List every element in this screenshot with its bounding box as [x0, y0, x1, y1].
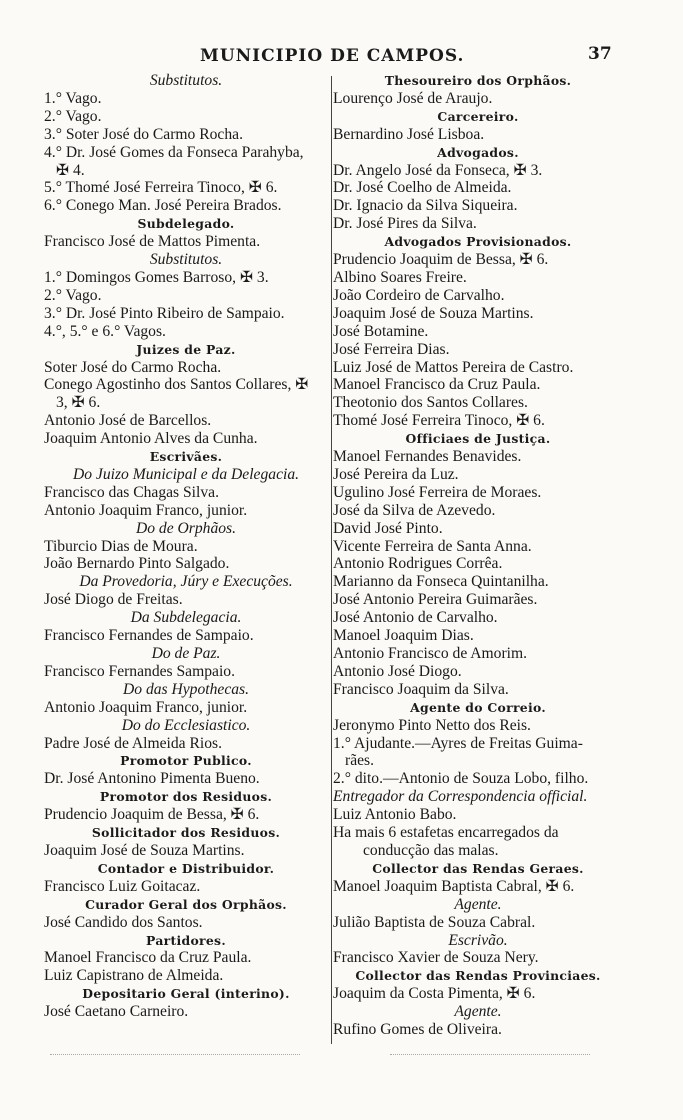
- entry-line: 1.° Domingos Gomes Barroso, ✠ 3.: [44, 268, 269, 286]
- entry-line: Joaquim Antonio Alves da Cunha.: [44, 430, 258, 448]
- section-heading: Collector das Rendas Provinciaes.: [355, 968, 601, 984]
- entry-line: José Ferreira Dias.: [333, 340, 450, 358]
- entry-line: 6.° Conego Man. José Pereira Brados.: [44, 197, 282, 215]
- page-header: [0, 42, 683, 72]
- entry-line: 3.° Dr. José Pinto Ribeiro de Sampaio.: [44, 304, 285, 322]
- subsection-heading: Escrivão.: [448, 931, 508, 949]
- entry-line: Tiburcio Dias de Moura.: [44, 537, 198, 555]
- column-divider: [331, 76, 332, 1044]
- entry-line: 2.° dito.—Antonio de Souza Lobo, filho.: [333, 770, 589, 788]
- section-heading: Advogados.: [437, 144, 519, 160]
- entry-line: José Pereira da Luz.: [333, 465, 459, 483]
- right-column: [333, 72, 623, 1039]
- subsection-heading: Da Provedoria, Júry e Execuções.: [79, 573, 293, 591]
- entry-line: Julião Baptista de Souza Cabral.: [333, 913, 536, 931]
- entry-line: Manoel Joaquim Baptista Cabral, ✠ 6.: [333, 877, 575, 895]
- entry-line: José da Silva de Azevedo.: [333, 501, 496, 519]
- entry-line: Ugulino José Ferreira de Moraes.: [333, 483, 542, 501]
- entry-line: Thomé José Ferreira Tinoco, ✠ 6.: [333, 412, 545, 430]
- section-heading: Advogados Provisionados.: [384, 234, 572, 250]
- entry-line: Soter José do Carmo Rocha.: [44, 358, 222, 376]
- entry-line: conducção das malas.: [363, 841, 499, 859]
- section-heading: Thesoureiro dos Orphãos.: [384, 73, 572, 88]
- entry-line: Francisco José de Mattos Pimenta.: [44, 233, 261, 251]
- entry-line: Albino Soares Freire.: [333, 268, 467, 286]
- entry-line: José Antonio Pereira Guimarães.: [333, 591, 538, 609]
- section-heading: Sollicitador dos Residuos.: [91, 825, 281, 841]
- entry-line: José Candido dos Santos.: [44, 913, 203, 931]
- entry-line: José Antonio de Carvalho.: [333, 609, 498, 627]
- entry-line: José Botamine.: [333, 322, 429, 340]
- entry-line: João Cordeiro de Carvalho.: [333, 286, 505, 304]
- entry-line: Antonio José Diogo.: [333, 662, 462, 680]
- entry-line: Dr. José Coelho de Almeida.: [333, 179, 512, 197]
- entry-line: 3.° Soter José do Carmo Rocha.: [44, 125, 243, 143]
- entry-line: Lourenço José de Araujo.: [333, 89, 493, 107]
- entry-line: Luiz José de Mattos Pereira de Castro.: [333, 358, 574, 376]
- entry-line: Theotonio dos Santos Collares.: [333, 394, 528, 412]
- section-heading: Subdelegado.: [137, 216, 235, 232]
- section-heading: Promotor Publico.: [120, 753, 252, 769]
- subsection-heading: Agente.: [454, 895, 502, 913]
- subsection-heading: Do de Orphãos.: [135, 519, 237, 537]
- entry-line: Dr. Ignacio da Silva Siqueira.: [333, 197, 518, 215]
- entry-line: Ha mais 6 estafetas encarregados da: [333, 824, 559, 842]
- section-heading: Depositario Geral (interino).: [82, 986, 290, 1002]
- entry-line: Antonio Francisco de Amorim.: [333, 645, 528, 662]
- entry-line: 2.° Vago.: [44, 107, 102, 125]
- entry-line: Joaquim José de Souza Martins.: [333, 304, 534, 322]
- entry-line: Rufino Gomes de Oliveira.: [333, 1021, 502, 1039]
- entry-line: 3, ✠ 6.: [56, 394, 101, 412]
- section-heading: Officiaes de Justiça.: [405, 431, 551, 447]
- entry-line: 1.° Vago.: [44, 89, 102, 107]
- entry-line: Padre José de Almeida Rios.: [44, 734, 223, 752]
- entry-line: José Diogo de Freitas.: [44, 591, 183, 609]
- section-heading: Collector das Rendas Geraes.: [372, 860, 584, 876]
- entry-line: Manoel Joaquim Dias.: [333, 627, 474, 645]
- entry-line: 2.° Vago.: [44, 286, 102, 304]
- left-column: [44, 72, 328, 1021]
- section-heading: Contador e Distribuidor.: [97, 860, 275, 876]
- entry-line: Dr. José Antonino Pimenta Bueno.: [44, 770, 260, 788]
- entry-line: Antonio José de Barcellos.: [44, 412, 212, 430]
- entry-line: rães.: [345, 752, 375, 770]
- entry-line: Conego Agostinho dos Santos Collares, ✠: [44, 376, 309, 394]
- entry-line: Joaquim da Costa Pimenta, ✠ 6.: [333, 985, 536, 1003]
- entry-line: Francisco Xavier de Souza Nery.: [333, 949, 539, 967]
- entry-line: Francisco Fernandes de Sampaio.: [44, 627, 254, 645]
- entry-line: 4.° Dr. José Gomes da Fonseca Parahyba,: [44, 143, 304, 161]
- entry-line: Jeronymo Pinto Netto dos Reis.: [333, 716, 531, 734]
- entry-line: Antonio Joaquim Franco, junior.: [44, 698, 248, 716]
- page-number: 37: [588, 44, 612, 64]
- entry-line: Francisco Luiz Goitacaz.: [44, 877, 201, 895]
- entry-line: Antonio Rodrigues Corrêa.: [333, 555, 503, 573]
- entry-line: Marianno da Fonseca Quintanilha.: [333, 573, 549, 591]
- entry-line: José Caetano Carneiro.: [44, 1003, 189, 1021]
- entry-line: ✠ 4.: [56, 161, 85, 179]
- entry-line: Vicente Ferreira de Santa Anna.: [333, 537, 532, 555]
- entry-line: Dr. Angelo José da Fonseca, ✠ 3.: [333, 161, 543, 179]
- entry-line: Francisco das Chagas Silva.: [44, 483, 219, 501]
- entry-line: Prudencio Joaquim de Bessa, ✠ 6.: [333, 251, 549, 269]
- footer-rule-left: [50, 1054, 300, 1061]
- entry-line: Dr. José Pires da Silva.: [333, 215, 477, 233]
- entry-line: Manoel Fernandes Benavides.: [333, 448, 522, 466]
- section-heading: Agente do Correio.: [410, 699, 546, 715]
- entry-line: Entregador da Correspondencia official.: [333, 788, 588, 806]
- section-heading: Juizes de Paz.: [136, 341, 236, 357]
- entry-line: Francisco Joaquim da Silva.: [333, 680, 509, 698]
- section-heading: Curador Geral dos Orphãos.: [85, 896, 287, 912]
- entry-line: Manoel Francisco da Cruz Paula.: [333, 376, 541, 394]
- section-heading: Carcereiro.: [437, 108, 519, 124]
- entry-line: Luiz Antonio Babo.: [333, 806, 457, 824]
- subsection-heading: Do Juizo Municipal e da Delegacia.: [72, 465, 300, 483]
- entry-line: Prudencio Joaquim de Bessa, ✠ 6.: [44, 806, 260, 824]
- entry-line: João Bernardo Pinto Salgado.: [44, 555, 230, 573]
- entry-line: 5.° Thomé José Ferreira Tinoco, ✠ 6.: [44, 179, 278, 197]
- subsection-heading: Agente.: [454, 1003, 502, 1021]
- entry-line: David José Pinto.: [333, 519, 443, 537]
- subsection-heading: Substitutos.: [149, 72, 223, 89]
- subsection-heading: Do de Paz.: [151, 645, 221, 662]
- entry-line: Manoel Francisco da Cruz Paula.: [44, 949, 252, 967]
- entry-line: Francisco Fernandes Sampaio.: [44, 662, 235, 680]
- section-heading: Escrivães.: [149, 449, 223, 465]
- entry-line: Joaquim José de Souza Martins.: [44, 841, 245, 859]
- section-heading: Partidores.: [146, 932, 226, 948]
- subsection-heading: Do do Ecclesiastico.: [121, 716, 251, 734]
- subsection-heading: Da Subdelegacia.: [130, 609, 242, 627]
- section-heading: Promotor dos Residuos.: [99, 789, 273, 805]
- subsection-heading: Do das Hypothecas.: [122, 680, 250, 698]
- footer-rule-right: [390, 1054, 590, 1061]
- subsection-heading: Substitutos.: [149, 251, 223, 269]
- page-title: MUNICIPIO DE CAMPOS.: [200, 46, 465, 66]
- entry-line: Luiz Capistrano de Almeida.: [44, 967, 224, 985]
- entry-line: Antonio Joaquim Franco, junior.: [44, 501, 248, 519]
- entry-line: Bernardino José Lisboa.: [333, 125, 485, 143]
- entry-line: 1.° Ajudante.—Ayres de Freitas Guima-: [333, 734, 583, 752]
- entry-line: 4.°, 5.° e 6.° Vagos.: [44, 322, 166, 340]
